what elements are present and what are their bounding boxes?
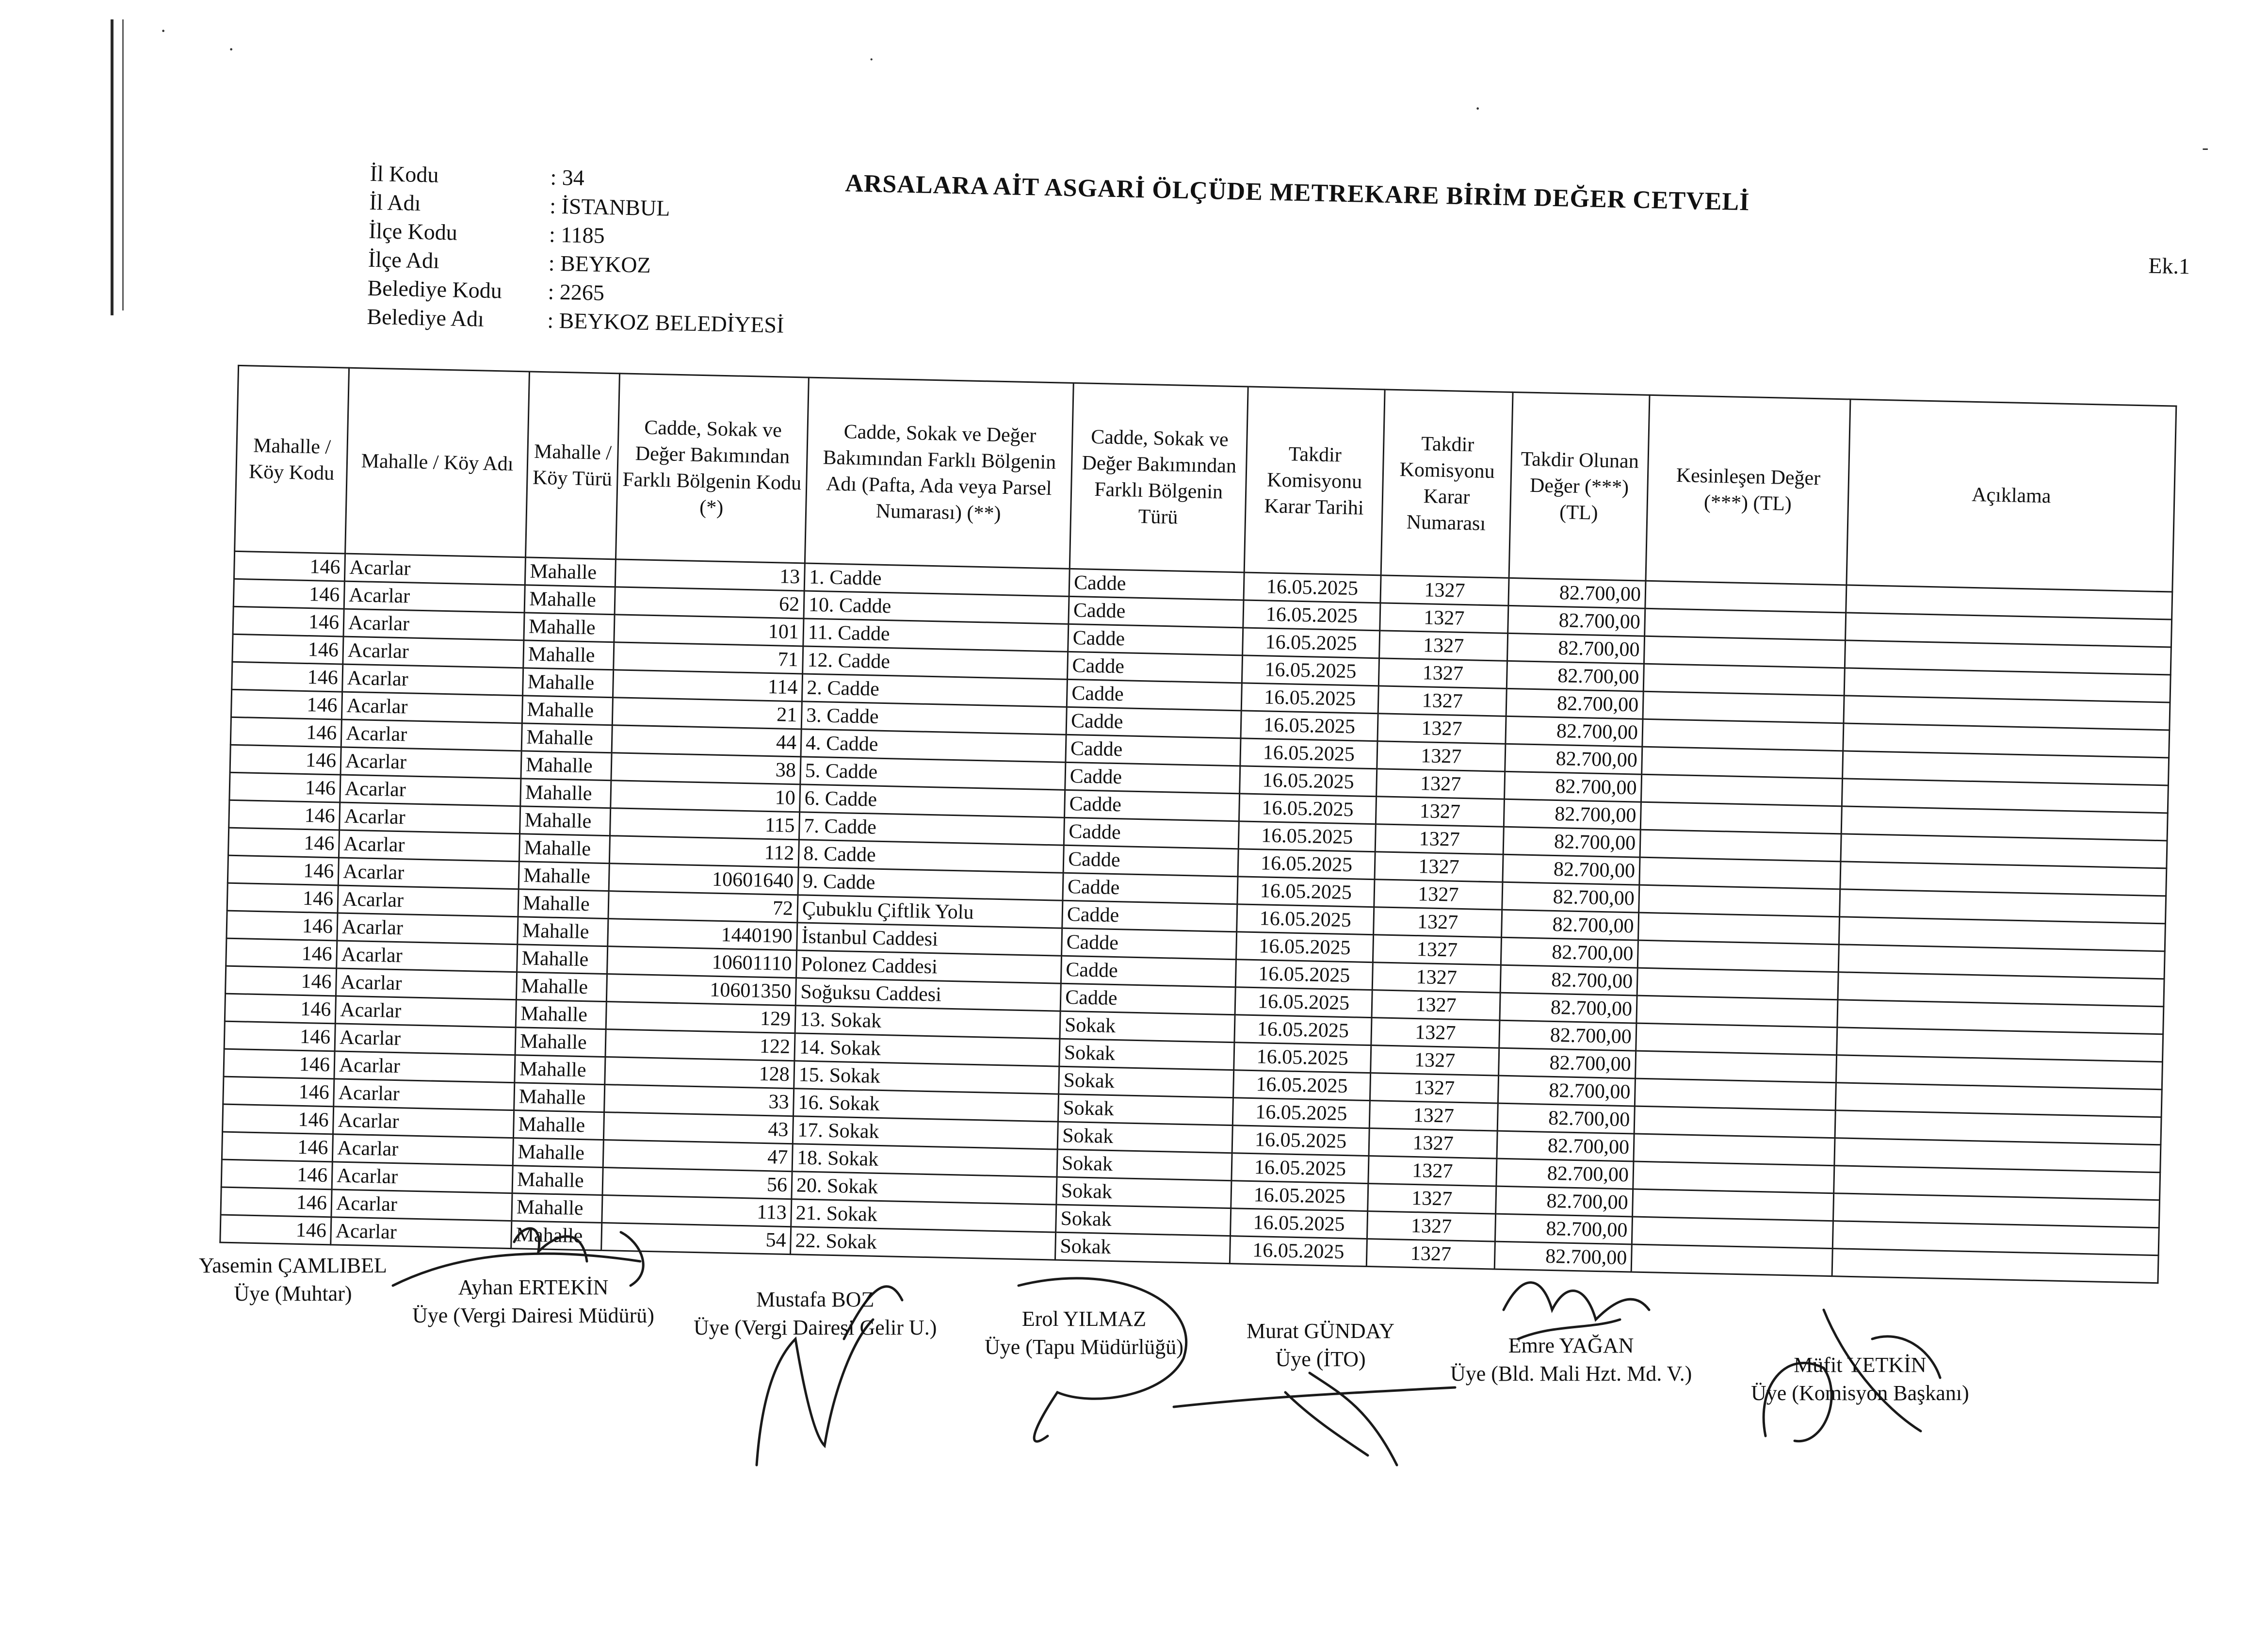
signature-block-yilmaz — [985, 1305, 1183, 1361]
cell-mahalle-adi: Acarlar — [338, 858, 519, 889]
cell-bolge-kodu: 62 — [615, 587, 804, 619]
cell-mahalle-kodu: 146 — [226, 938, 337, 968]
cell-mahalle-adi: Acarlar — [334, 1051, 515, 1083]
cell-karar-tarihi: 16.05.2025 — [1241, 683, 1378, 714]
cell-mahalle-kodu: 146 — [230, 745, 341, 775]
cell-mahalle-turu: Mahalle — [524, 613, 615, 642]
cell-mahalle-adi: Acarlar — [344, 581, 525, 613]
cell-mahalle-turu: Mahalle — [519, 834, 610, 864]
column-header: Cadde, Sokak ve Değer Bakımından Farklı Bölgenin Kodu (*) — [616, 374, 809, 563]
cell-mahalle-adi: Acarlar — [336, 968, 517, 1000]
cell-bolge-kodu: 43 — [603, 1112, 793, 1144]
cell-bolge-kodu: 47 — [603, 1140, 793, 1172]
cell-mahalle-turu: Mahalle — [517, 945, 608, 974]
cell-bolge-turu: Cadde — [1069, 596, 1244, 628]
meta-label: İl Adı — [369, 189, 421, 215]
document-title: ARSALARA AİT ASGARİ ÖLÇÜDE METREKARE BİRİM DEĞER CETVELİ — [844, 169, 1750, 216]
cell-mahalle-turu: Mahalle — [525, 557, 616, 587]
cell-mahalle-turu: Mahalle — [515, 1027, 606, 1057]
cell-bolge-kodu: 129 — [606, 1002, 795, 1033]
cell-mahalle-turu: Mahalle — [513, 1110, 604, 1140]
cell-mahalle-kodu: 146 — [227, 911, 338, 941]
cell-bolge-kodu: 10601640 — [609, 864, 798, 895]
cell-karar-no: 1327 — [1367, 1211, 1495, 1242]
cell-karar-no: 1327 — [1377, 741, 1506, 772]
cell-mahalle-adi: Acarlar — [332, 1162, 513, 1193]
column-header: Mahalle / Köy Türü — [526, 372, 620, 559]
cell-mahalle-adi: Acarlar — [335, 1024, 516, 1055]
cell-mahalle-turu: Mahalle — [523, 668, 614, 698]
cell-mahalle-turu: Mahalle — [512, 1193, 602, 1223]
cell-karar-no: 1327 — [1379, 631, 1508, 661]
meta-label: İlçe Kodu — [368, 218, 458, 245]
cell-karar-tarihi: 16.05.2025 — [1231, 1153, 1369, 1184]
meta-value: : İSTANBUL — [549, 193, 670, 221]
cell-karar-tarihi: 16.05.2025 — [1230, 1236, 1367, 1267]
cell-bolge-kodu: 38 — [611, 753, 801, 784]
meta-value: : 34 — [550, 164, 585, 191]
cell-karar-tarihi: 16.05.2025 — [1233, 1070, 1370, 1101]
cell-karar-no: 1327 — [1376, 797, 1504, 827]
cell-mahalle-kodu: 146 — [220, 1215, 331, 1245]
cell-takdir-degeri: 82.700,00 — [1505, 744, 1642, 774]
cell-bolge-kodu: 13 — [615, 559, 805, 591]
cell-mahalle-kodu: 146 — [223, 1104, 334, 1134]
cell-takdir-degeri: 82.700,00 — [1496, 1186, 1633, 1217]
meta-label: İl Kodu — [370, 161, 439, 187]
cell-bolge-adi: 20. Sokak — [792, 1172, 1057, 1205]
cell-karar-no: 1327 — [1371, 1018, 1500, 1048]
cell-mahalle-kodu: 146 — [226, 966, 337, 996]
cell-mahalle-adi: Acarlar — [333, 1107, 514, 1138]
cell-bolge-adi: 22. Sokak — [791, 1227, 1056, 1260]
cell-mahalle-adi: Acarlar — [334, 1079, 515, 1110]
cell-karar-tarihi: 16.05.2025 — [1235, 987, 1372, 1018]
cell-bolge-adi: 5. Cadde — [800, 757, 1066, 790]
cell-bolge-turu: Cadde — [1067, 652, 1242, 683]
meta-label: Belediye Adı — [366, 304, 485, 331]
cell-mahalle-adi: Acarlar — [344, 554, 525, 585]
cell-karar-tarihi: 16.05.2025 — [1236, 932, 1373, 962]
cell-mahalle-kodu: 146 — [224, 1021, 335, 1051]
cell-karar-tarihi: 16.05.2025 — [1239, 794, 1376, 824]
cell-mahalle-kodu: 146 — [232, 634, 343, 664]
cell-bolge-adi: 13. Sokak — [795, 1006, 1060, 1039]
cell-mahalle-turu: Mahalle — [511, 1221, 602, 1251]
signature-block-gunday — [1247, 1317, 1394, 1373]
cell-bolge-kodu: 10601110 — [607, 946, 797, 978]
column-header: Cadde, Sokak ve Değer Bakımından Farklı Bölgenin Adı (Pafta, Ada veya Parsel Numarası) (**) — [805, 377, 1073, 569]
cell-mahalle-adi: Acarlar — [331, 1190, 512, 1221]
cell-takdir-degeri: 82.700,00 — [1507, 633, 1644, 664]
signer-name: Murat GÜNDAY — [1247, 1319, 1395, 1343]
cell-bolge-adi: 10. Cadde — [804, 591, 1069, 624]
cell-bolge-adi: 17. Sokak — [793, 1116, 1058, 1149]
cell-mahalle-adi: Acarlar — [341, 692, 522, 723]
meta-value: : 2265 — [548, 279, 605, 305]
cell-bolge-turu: Sokak — [1057, 1122, 1232, 1153]
cell-karar-tarihi: 16.05.2025 — [1235, 960, 1373, 990]
cell-bolge-kodu: 33 — [604, 1085, 794, 1116]
cell-bolge-adi: 12. Cadde — [803, 646, 1068, 679]
cell-mahalle-kodu: 146 — [224, 1049, 335, 1079]
cell-mahalle-turu: Mahalle — [521, 723, 612, 753]
cell-bolge-turu: Cadde — [1065, 762, 1240, 794]
cell-mahalle-adi: Acarlar — [339, 830, 519, 862]
cell-mahalle-kodu: 146 — [227, 855, 339, 885]
cell-bolge-turu: Cadde — [1061, 956, 1236, 987]
cell-bolge-turu: Sokak — [1056, 1177, 1231, 1208]
cell-bolge-kodu: 72 — [608, 891, 798, 923]
meta-value: : 1185 — [549, 222, 605, 248]
cell-takdir-degeri: 82.700,00 — [1497, 1103, 1635, 1134]
scan-speck: · — [228, 38, 235, 60]
signature-scrawl-yagan — [1504, 1283, 1649, 1339]
meta-label: İlçe Adı — [368, 246, 440, 273]
cell-bolge-turu: Cadde — [1063, 873, 1238, 904]
signature-block-yagan — [1450, 1332, 1692, 1388]
signer-name: Erol YILMAZ — [1021, 1307, 1147, 1331]
cell-karar-tarihi: 16.05.2025 — [1240, 766, 1377, 797]
cell-mahalle-kodu: 146 — [222, 1132, 333, 1162]
cell-bolge-adi: 11. Cadde — [803, 619, 1069, 652]
cell-karar-tarihi: 16.05.2025 — [1231, 1208, 1368, 1239]
cell-mahalle-turu: Mahalle — [524, 585, 615, 615]
cell-takdir-degeri: 82.700,00 — [1496, 1158, 1634, 1189]
signature-block-ertekin — [412, 1273, 654, 1330]
cell-mahalle-turu: Mahalle — [516, 1000, 606, 1029]
cell-mahalle-kodu: 146 — [233, 579, 344, 609]
cell-bolge-kodu: 122 — [605, 1029, 795, 1061]
cell-bolge-adi: 18. Sokak — [792, 1144, 1057, 1177]
cell-mahalle-adi: Acarlar — [331, 1217, 512, 1249]
cell-takdir-degeri: 82.700,00 — [1505, 771, 1642, 802]
cell-karar-no: 1327 — [1380, 575, 1509, 606]
cell-bolge-kodu: 10601350 — [606, 974, 796, 1006]
cell-karar-no: 1327 — [1377, 769, 1505, 799]
cell-bolge-turu: Cadde — [1066, 707, 1241, 738]
cell-karar-no: 1327 — [1375, 852, 1503, 882]
cell-karar-tarihi: 16.05.2025 — [1238, 849, 1375, 880]
cell-mahalle-turu: Mahalle — [516, 972, 607, 1002]
cell-mahalle-adi: Acarlar — [340, 747, 521, 779]
column-header: Takdir Komisyonu Karar Numarası — [1381, 390, 1513, 578]
cell-bolge-turu: Sokak — [1059, 1066, 1234, 1098]
cell-bolge-adi: 15. Sokak — [794, 1061, 1059, 1094]
cell-karar-tarihi: 16.05.2025 — [1232, 1125, 1369, 1156]
cell-mahalle-adi: Acarlar — [332, 1134, 513, 1166]
cell-karar-tarihi: 16.05.2025 — [1232, 1098, 1370, 1128]
scan-speck: ˙ — [868, 54, 875, 76]
signer-role: Üye (Vergi Dairesi Gelir U.) — [694, 1316, 937, 1339]
cell-bolge-adi: 2. Cadde — [802, 674, 1067, 707]
cell-mahalle-adi: Acarlar — [340, 775, 521, 806]
cell-bolge-turu: Sokak — [1055, 1232, 1230, 1264]
cell-mahalle-kodu: 146 — [225, 994, 336, 1024]
cell-takdir-degeri: 82.700,00 — [1502, 910, 1639, 940]
cell-mahalle-turu: Mahalle — [520, 806, 611, 836]
cell-bolge-kodu: 44 — [612, 725, 801, 757]
cell-mahalle-kodu: 146 — [228, 828, 340, 858]
signer-name: Ayhan ERTEKİN — [458, 1275, 609, 1299]
cell-karar-tarihi: 16.05.2025 — [1241, 711, 1378, 741]
cell-mahalle-turu: Mahalle — [522, 696, 613, 725]
cell-karar-tarihi: 16.05.2025 — [1243, 628, 1380, 658]
cell-mahalle-kodu: 146 — [229, 800, 340, 830]
cell-takdir-degeri: 82.700,00 — [1506, 716, 1643, 747]
cell-bolge-adi: 3. Cadde — [801, 701, 1067, 734]
signature-block-camlibel — [199, 1252, 387, 1308]
cell-mahalle-turu: Mahalle — [521, 751, 612, 781]
scan-speck: - — [2202, 136, 2209, 158]
cell-mahalle-turu: Mahalle — [513, 1138, 603, 1168]
cell-mahalle-adi: Acarlar — [343, 609, 524, 640]
cell-mahalle-kodu: 146 — [227, 883, 338, 913]
cell-karar-no: 1327 — [1372, 962, 1501, 993]
cell-bolge-turu: Cadde — [1066, 734, 1241, 766]
cell-bolge-turu: Cadde — [1067, 679, 1242, 711]
cell-karar-no: 1327 — [1374, 907, 1502, 938]
cell-bolge-kodu: 54 — [601, 1223, 791, 1254]
cell-takdir-degeri: 82.700,00 — [1500, 993, 1637, 1023]
cell-karar-tarihi: 16.05.2025 — [1234, 1015, 1372, 1045]
cell-bolge-kodu: 71 — [614, 642, 803, 674]
cell-bolge-kodu: 112 — [609, 836, 799, 867]
cell-karar-no: 1327 — [1369, 1101, 1498, 1131]
cell-takdir-degeri: 82.700,00 — [1498, 1076, 1635, 1106]
cell-takdir-degeri: 82.700,00 — [1508, 605, 1645, 636]
cell-karar-no: 1327 — [1368, 1156, 1497, 1187]
column-header: Açıklama — [1847, 399, 2176, 592]
cell-takdir-degeri: 82.700,00 — [1506, 688, 1643, 719]
cell-karar-no: 1327 — [1372, 990, 1500, 1021]
cell-mahalle-turu: Mahalle — [514, 1083, 605, 1112]
cell-bolge-kodu: 10 — [611, 781, 800, 812]
cell-karar-no: 1327 — [1374, 880, 1503, 910]
signer-name: Mustafa BOZ — [756, 1288, 875, 1311]
meta-label: Belediye Kodu — [367, 275, 502, 303]
signer-role: Üye (Vergi Dairesi Müdürü) — [412, 1304, 654, 1327]
cell-bolge-turu: Sokak — [1058, 1094, 1233, 1125]
cell-bolge-turu: Cadde — [1069, 569, 1244, 600]
cell-mahalle-adi: Acarlar — [337, 941, 518, 972]
cell-mahalle-turu: Mahalle — [518, 889, 609, 919]
cell-takdir-degeri: 82.700,00 — [1501, 937, 1638, 968]
column-header: Cadde, Sokak ve Değer Bakımından Farklı Bölgenin Türü — [1069, 383, 1248, 572]
cell-karar-no: 1327 — [1375, 824, 1504, 855]
cell-bolge-adi: 1. Cadde — [804, 563, 1069, 596]
cell-takdir-degeri: 82.700,00 — [1508, 578, 1646, 608]
cell-bolge-kodu: 56 — [602, 1168, 792, 1199]
cell-karar-no: 1327 — [1371, 1045, 1499, 1076]
cell-karar-tarihi: 16.05.2025 — [1237, 877, 1375, 907]
cell-bolge-adi: 4. Cadde — [801, 729, 1066, 762]
cell-mahalle-adi: Acarlar — [341, 719, 522, 751]
cell-bolge-adi: 14. Sokak — [794, 1033, 1060, 1066]
cell-karar-no: 1327 — [1366, 1239, 1495, 1270]
cell-bolge-turu: Cadde — [1065, 790, 1240, 821]
signer-role: Üye (Muhtar) — [234, 1282, 352, 1305]
cell-bolge-turu: Sokak — [1059, 1039, 1234, 1070]
cell-karar-no: 1327 — [1368, 1184, 1496, 1214]
cell-takdir-degeri: 82.700,00 — [1507, 661, 1644, 691]
column-header: Mahalle / Köy Kodu — [235, 365, 349, 554]
cell-bolge-turu: Cadde — [1064, 817, 1239, 849]
cell-takdir-degeri: 82.700,00 — [1503, 827, 1640, 857]
cell-mahalle-adi: Acarlar — [335, 996, 516, 1027]
signer-role: Üye (Komisyon Başkanı) — [1751, 1381, 1969, 1405]
cell-karar-no: 1327 — [1369, 1128, 1497, 1159]
cell-mahalle-turu: Mahalle — [518, 917, 608, 946]
column-header: Kesinleşen Değer (***) (TL) — [1646, 395, 1850, 585]
signer-role: Üye (Bld. Mali Hzt. Md. V.) — [1450, 1362, 1692, 1386]
cell-bolge-adi: İstanbul Caddesi — [797, 923, 1062, 956]
cell-karar-tarihi: 16.05.2025 — [1242, 655, 1379, 686]
cell-bolge-kodu: 1440190 — [608, 919, 797, 950]
cell-karar-tarihi: 16.05.2025 — [1237, 904, 1374, 935]
cell-mahalle-kodu: 146 — [229, 772, 340, 802]
cell-mahalle-kodu: 146 — [233, 606, 344, 636]
signer-name: Yasemin ÇAMLIBEL — [199, 1254, 387, 1277]
cell-mahalle-adi: Acarlar — [342, 664, 523, 696]
cell-karar-tarihi: 16.05.2025 — [1234, 1043, 1371, 1073]
signer-role: Üye (Tapu Müdürlüğü) — [985, 1335, 1183, 1359]
cell-karar-tarihi: 16.05.2025 — [1240, 738, 1377, 769]
cell-bolge-turu: Sokak — [1056, 1205, 1231, 1236]
signer-name: Emre YAĞAN — [1508, 1334, 1634, 1357]
cell-mahalle-turu: Mahalle — [512, 1166, 603, 1195]
cell-takdir-degeri: 82.700,00 — [1497, 1131, 1634, 1161]
cell-karar-no: 1327 — [1377, 714, 1506, 744]
cell-mahalle-adi: Acarlar — [338, 885, 518, 917]
cell-bolge-adi: 6. Cadde — [800, 784, 1065, 817]
cell-mahalle-kodu: 146 — [230, 717, 341, 747]
cell-karar-no: 1327 — [1373, 935, 1501, 965]
cell-karar-no: 1327 — [1378, 658, 1507, 689]
column-header: Takdir Komisyonu Karar Tarihi — [1244, 387, 1385, 575]
cell-bolge-turu: Cadde — [1062, 928, 1237, 960]
cell-mahalle-kodu: 146 — [231, 689, 342, 719]
meta-value: : BEYKOZ BELEDİYESİ — [547, 308, 784, 338]
cell-karar-tarihi: 16.05.2025 — [1231, 1181, 1368, 1211]
cell-mahalle-kodu: 146 — [221, 1159, 332, 1190]
cell-mahalle-turu: Mahalle — [520, 779, 611, 808]
cell-karar-tarihi: 16.05.2025 — [1244, 572, 1381, 603]
cell-takdir-degeri: 82.700,00 — [1494, 1241, 1632, 1272]
cell-bolge-kodu: 115 — [610, 808, 800, 840]
signature-block-boz — [694, 1286, 937, 1342]
scan-speck: · — [1474, 98, 1481, 119]
cell-mahalle-adi: Acarlar — [340, 802, 520, 834]
cell-mahalle-kodu: 146 — [234, 551, 345, 581]
cell-karar-no: 1327 — [1380, 603, 1508, 634]
cell-bolge-adi: 16. Sokak — [794, 1089, 1059, 1122]
cell-bolge-adi: 7. Cadde — [799, 812, 1064, 845]
cell-mahalle-kodu: 146 — [221, 1187, 332, 1217]
column-header: Takdir Olunan Değer (***) (TL) — [1509, 392, 1650, 581]
cell-bolge-adi: Polonez Caddesi — [796, 950, 1061, 983]
cell-karar-tarihi: 16.05.2025 — [1238, 821, 1376, 852]
cell-bolge-kodu: 128 — [605, 1057, 794, 1089]
cell-bolge-turu: Cadde — [1062, 900, 1237, 932]
cell-takdir-degeri: 82.700,00 — [1504, 799, 1641, 830]
cell-bolge-adi: Çubuklu Çiftlik Yolu — [797, 895, 1063, 928]
cell-mahalle-kodu: 146 — [223, 1076, 334, 1107]
annex-label: Ek.1 — [2148, 253, 2190, 279]
cell-bolge-adi: 21. Sokak — [791, 1199, 1056, 1232]
cell-bolge-adi: 9. Cadde — [798, 867, 1063, 900]
meta-value: : BEYKOZ — [548, 250, 651, 277]
cell-mahalle-turu: Mahalle — [523, 640, 614, 670]
cell-karar-no: 1327 — [1370, 1073, 1498, 1104]
cell-bolge-turu: Cadde — [1063, 845, 1238, 877]
cell-takdir-degeri: 82.700,00 — [1500, 965, 1637, 995]
cell-bolge-turu: Sokak — [1060, 1011, 1235, 1043]
cell-mahalle-kodu: 146 — [232, 662, 343, 692]
signer-role: Üye (İTO) — [1275, 1347, 1366, 1371]
cell-mahalle-adi: Acarlar — [337, 913, 518, 945]
scan-speck: · — [160, 20, 167, 42]
cell-mahalle-adi: Acarlar — [343, 636, 524, 668]
cell-bolge-kodu: 113 — [602, 1195, 792, 1227]
cell-takdir-degeri: 82.700,00 — [1499, 1048, 1636, 1078]
cell-karar-tarihi: 16.05.2025 — [1243, 600, 1380, 631]
cell-mahalle-turu: Mahalle — [518, 862, 609, 891]
cell-takdir-degeri: 82.700,00 — [1502, 882, 1639, 913]
cell-takdir-degeri: 82.700,00 — [1503, 854, 1640, 885]
cell-bolge-adi: 8. Cadde — [798, 840, 1064, 873]
signer-name: Müfit YETKİN — [1794, 1353, 1927, 1377]
cell-karar-no: 1327 — [1378, 686, 1507, 717]
cell-bolge-kodu: 21 — [612, 698, 802, 729]
signature-scrawl-gunday — [1174, 1373, 1455, 1465]
signature-block-yetkin — [1751, 1351, 1969, 1407]
cell-bolge-turu: Sokak — [1057, 1149, 1232, 1181]
cell-bolge-turu: Cadde — [1060, 983, 1235, 1015]
column-header: Mahalle / Köy Adı — [345, 368, 530, 557]
cell-bolge-kodu: 101 — [614, 615, 804, 646]
cell-bolge-adi: Soğuksu Caddesi — [795, 978, 1061, 1011]
cell-bolge-kodu: 114 — [613, 670, 802, 701]
cell-mahalle-turu: Mahalle — [515, 1055, 605, 1085]
cell-takdir-degeri: 82.700,00 — [1495, 1214, 1632, 1244]
cell-bolge-turu: Cadde — [1068, 624, 1243, 655]
cell-takdir-degeri: 82.700,00 — [1499, 1020, 1636, 1051]
